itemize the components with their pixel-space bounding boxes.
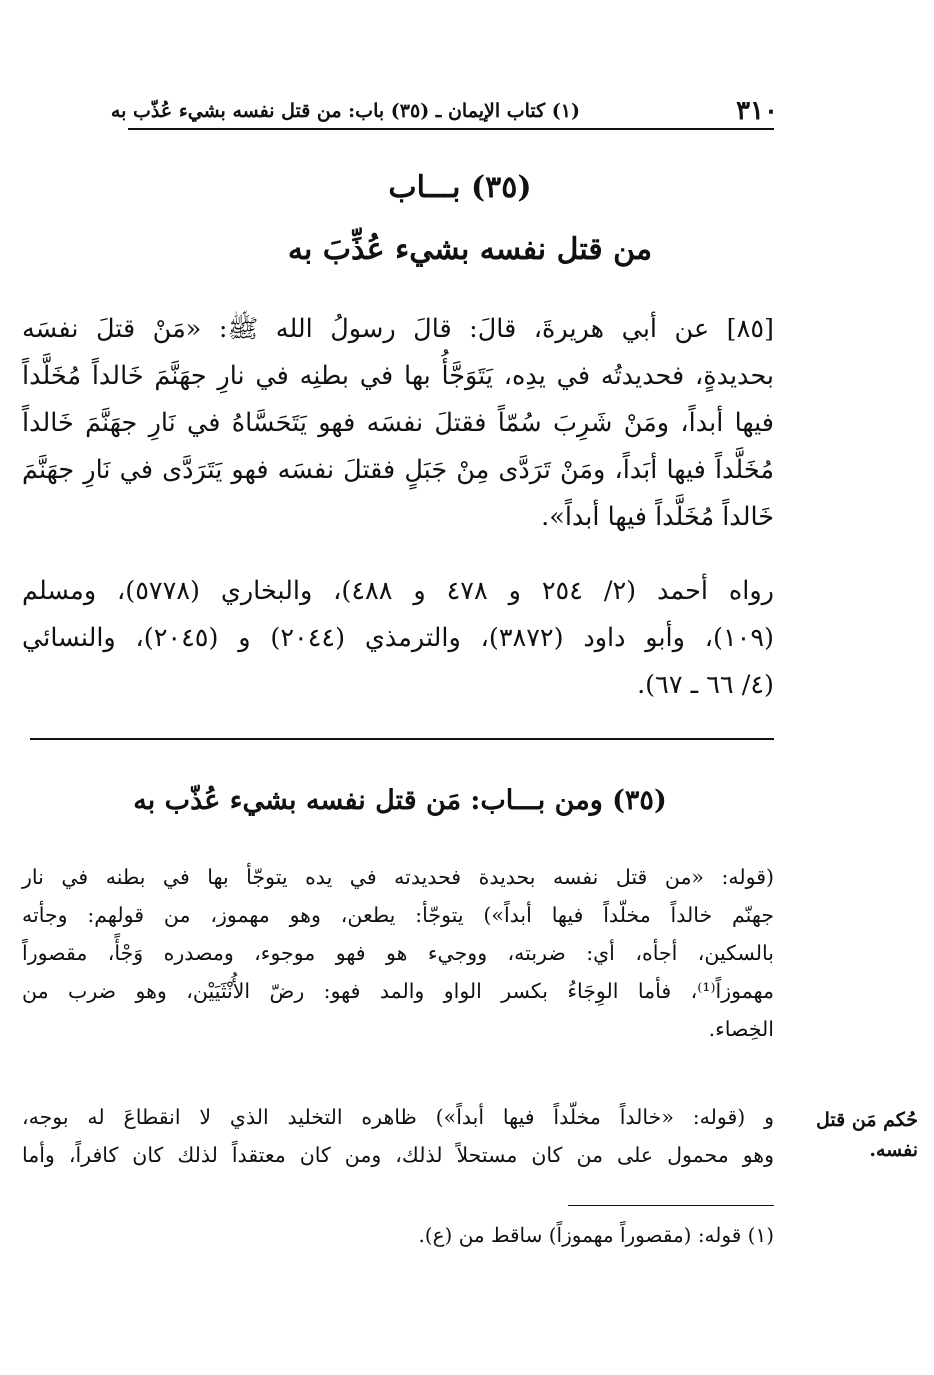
hadith-line: بحديدةٍ، فحديدتُه في يدِه، يَتَوَجَّأُ بها في بطنِه في نارِ جهَنَّمَ خَالداً مُخَلَّداً xyxy=(22,361,774,391)
margin-note xyxy=(778,1105,918,1165)
takhrij-line: (٤/ ٦٦ ـ ٦٧). xyxy=(637,670,774,700)
section-divider xyxy=(30,738,774,740)
page-number: ٣١٠ xyxy=(736,96,778,126)
commentary-line: مهموزاً⁽¹⁾، فأما الوِجَاءُ بكسر الواو والمد فهو: رضّ الأُنْثَيَيْن، وهو ضرب من xyxy=(22,979,774,1003)
takhrij-line: (١٠٩)، وأبو داود (٣٨٧٢)، والترمذي (٢٠٤٤) و (٢٠٤٥)، والنسائي xyxy=(22,623,774,653)
header-rule xyxy=(128,128,774,130)
commentary-paragraph-2 xyxy=(22,1098,774,1174)
hadith-line: خَالداً مُخَلَّداً فيها أبداً». xyxy=(541,502,774,532)
section-title: من قتل نفسه بشيء عُذِّبَ به xyxy=(287,232,653,267)
commentary-line: (قوله: «من قتل نفسه بحديدة فحديدته في يده يتوجّأ بها في بطنه في نار xyxy=(22,865,774,889)
commentary-title: (٣٥) ومن بـــاب: مَن قتل نفسه بشيء عُذّب به xyxy=(133,785,667,816)
hadith-text xyxy=(22,306,774,541)
commentary-line: الخِصاء. xyxy=(708,1017,774,1041)
commentary-line: وهو محمول على من كان مستحلاً لذلك، ومن كان معتقداً لذلك كان كافراً، وأما xyxy=(22,1143,774,1167)
hadith-line: مُخَلَّداً فيها أبَداً، ومَنْ تَرَدَّى مِنْ جَبَلٍ فقتلَ نفسَه فهو يَتَرَدَّى في نَارِ جهَنَّمَ xyxy=(22,455,774,485)
commentary-line: جهنّم خالداً مخلّداً فيها أبداً») يتوجّأ: يطعن، وهو مهموز، من قولهم: وجأته xyxy=(22,903,774,927)
commentary-line: و (قوله: «خالداً مخلّداً فيها أبداً») ظاهره التخليد الذي لا انقطاعَ له بوجه، xyxy=(22,1105,774,1129)
hadith-line: فيها أبداً، ومَنْ شَرِبَ سُمّاً فقتلَ نفسَه فهو يَتَحَسَّاهُ في نَارِ جهَنَّمَ خَالداً xyxy=(22,408,774,438)
takhrij-line: رواه أحمد (٢/ ٢٥٤ و ٤٧٨ و ٤٨٨)، والبخاري (٥٧٧٨)، ومسلم xyxy=(22,576,774,606)
margin-note-line: حُكم مَن قتل xyxy=(816,1109,918,1131)
footnote: (١) قوله: (مقصوراً مهموزاً) ساقط من (ع). xyxy=(418,1223,774,1247)
margin-note-line: نفسه. xyxy=(869,1139,918,1161)
takhrij-text xyxy=(22,568,774,709)
hadith-line: [٨٥] عن أبي هريرةَ، قالَ: قالَ رسولُ الله ﷺ: «مَنْ قتلَ نفسَه xyxy=(22,314,774,344)
section-number-label: (٣٥) بـــاب xyxy=(388,170,532,205)
running-head: (١) كتاب الإيمان ـ (٣٥) باب: من قتل نفسه بشيء عُذّب به xyxy=(110,100,580,122)
commentary-line: بالسكين، أجأه، أي: ضربته، ووجيء هو فهو موجوء، ومصدره وَجْأً، مقصوراً xyxy=(22,941,774,965)
footnote-rule xyxy=(568,1205,774,1206)
commentary-paragraph-1 xyxy=(22,858,774,1048)
